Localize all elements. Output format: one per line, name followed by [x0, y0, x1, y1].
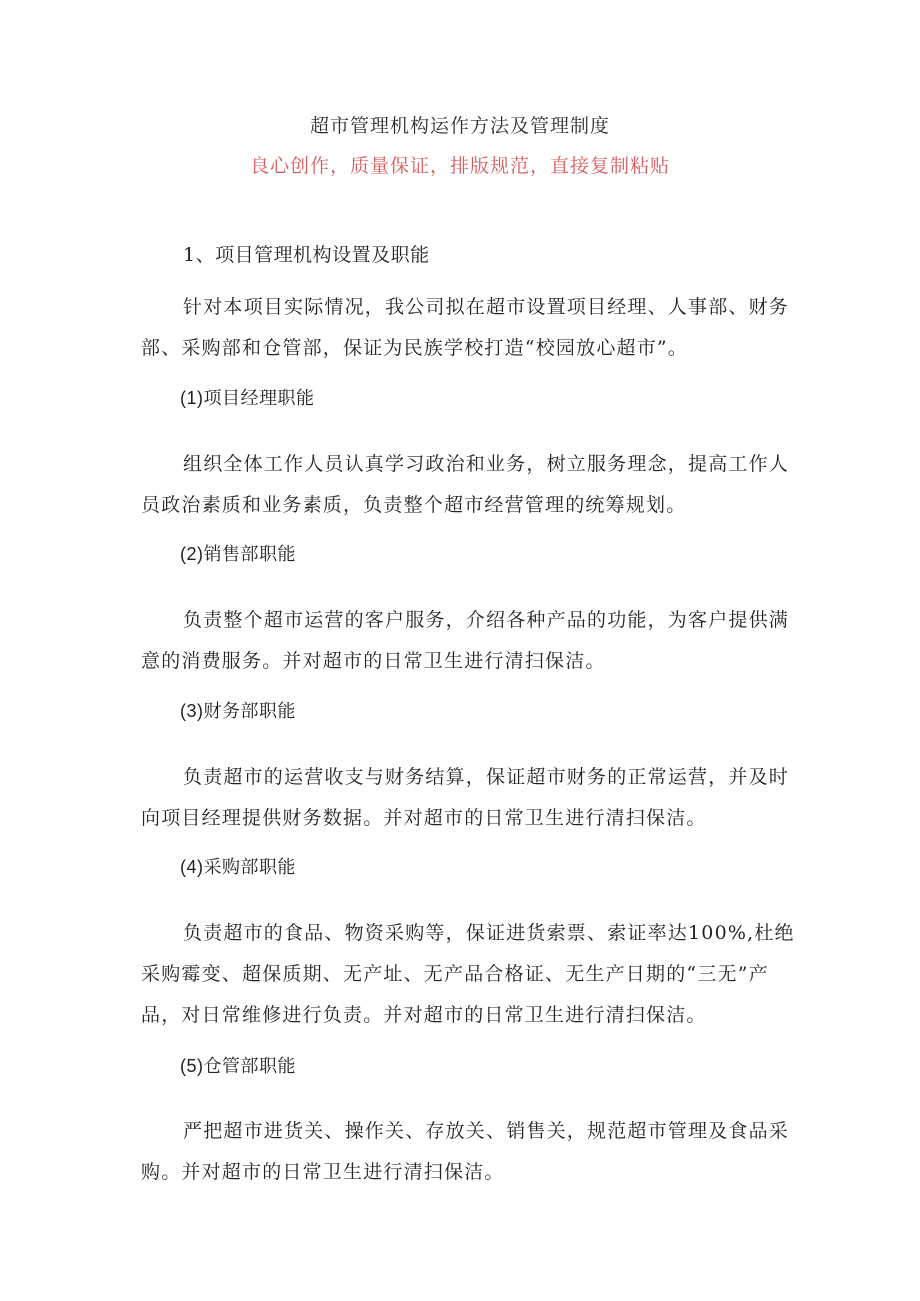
item-paragraph-warehouse — [141, 1111, 796, 1193]
item-heading-warehouse: (5)仓管部职能 — [180, 1056, 296, 1076]
paragraph-line: 负责超市的食品、物资采购等，保证进货索票、索证率达100%,杜绝 — [183, 922, 795, 944]
document-subtitle: 良心创作，质量保证，排版规范，直接复制粘贴 — [249, 155, 670, 177]
item-paragraph-sales — [141, 600, 796, 682]
item-heading-sales: (2)销售部职能 — [180, 544, 296, 564]
paragraph-line: 部、采购部和仓管部，保证为民族学校打造“校园放心超市”。 — [141, 337, 689, 359]
paragraph-line: 采购霉变、超保质期、无产址、无产品合格证、无生产日期的“三无”产 — [141, 963, 769, 985]
document-title: 超市管理机构运作方法及管理制度 — [309, 115, 610, 137]
paragraph-line: 针对本项目实际情况，我公司拟在超市设置项目经理、人事部、财务 — [183, 296, 790, 318]
item-heading-purchasing: (4)采购部职能 — [180, 857, 296, 877]
paragraph-line: 购。并对超市的日常卫生进行清扫保洁。 — [141, 1161, 505, 1183]
paragraph-line: 组织全体工作人员认真学习政治和业务，树立服务理念，提高工作人 — [183, 453, 790, 475]
paragraph-line: 向项目经理提供财务数据。并对超市的日常卫生进行清扫保洁。 — [141, 807, 707, 829]
intro-paragraph — [141, 287, 796, 369]
item-paragraph-project-manager — [141, 444, 796, 526]
paragraph-line: 员政治素质和业务素质，负责整个超市经营管理的统筹规划。 — [141, 494, 687, 516]
paragraph-line: 意的消费服务。并对超市的日常卫生进行清扫保洁。 — [141, 650, 606, 672]
item-heading-project-manager: (1)项目经理职能 — [180, 388, 315, 408]
item-heading-finance: (3)财务部职能 — [180, 701, 296, 721]
paragraph-line: 品，对日常维修进行负责。并对超市的日常卫生进行清扫保洁。 — [141, 1004, 707, 1026]
section-heading: 1、项目管理机构设置及职能 — [183, 244, 430, 266]
paragraph-line: 负责超市的运营收支与财务结算，保证超市财务的正常运营，并及时 — [183, 766, 790, 788]
item-paragraph-purchasing — [141, 913, 796, 1036]
item-paragraph-finance — [141, 757, 796, 839]
paragraph-line: 负责整个超市运营的客户服务，介绍各种产品的功能，为客户提供满 — [183, 609, 790, 631]
paragraph-line: 严把超市进货关、操作关、存放关、销售关，规范超市管理及食品采 — [183, 1120, 790, 1142]
